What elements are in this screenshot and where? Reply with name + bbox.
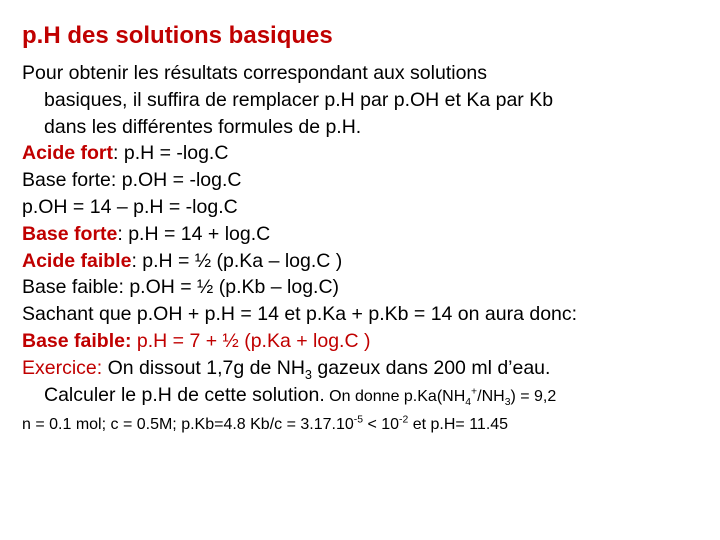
intro-line-1: Pour obtenir les résultats correspondant aux solutions	[22, 62, 488, 84]
answer-line	[22, 412, 702, 439]
base-forte-label: Base forte	[22, 222, 118, 245]
donne-a: On donne p.Ka(NH	[324, 387, 466, 405]
intro-line-2: basiques, il suffira de remplacer p.H par p.OH et Ka par Kb	[44, 88, 554, 111]
answer-part-a: n = 0.1 mol; c = 0.5M; p.Kb=4.8 Kb/c = 3.17.10	[22, 416, 354, 434]
answer-exp-2: -2	[399, 415, 409, 427]
exercice-label: Exercice:	[22, 356, 103, 379]
base-faible-line	[22, 328, 702, 355]
donne-c: ) = 9,2	[510, 387, 557, 405]
donne-sub-4: 4	[465, 396, 472, 408]
answer-part-b: < 10	[363, 416, 400, 434]
acide-fort-line	[22, 140, 702, 167]
acide-fort-label: Acide fort	[22, 142, 114, 165]
poh-relation-line: p.OH = 14 – p.H = -log.C	[22, 195, 238, 218]
answer-exp-1: -5	[353, 415, 364, 427]
exercice-text-a: On dissout 1,7g de NH	[102, 356, 305, 379]
slide-title: p.H des solutions basiques	[22, 22, 333, 49]
exercice-line-2	[22, 382, 702, 411]
intro-line-3: dans les différentes formules de p.H.	[44, 115, 362, 138]
base-faible-label: Base faible:	[22, 329, 132, 352]
base-forte-formula: : p.H = 14 + log.C	[117, 222, 271, 245]
acide-fort-formula: : p.H = -log.C	[113, 142, 229, 165]
acide-faible-line	[22, 248, 702, 275]
base-forte-line	[22, 221, 702, 248]
donne-sup-plus: +	[471, 386, 478, 398]
exercice-text-b: gazeux dans 200 ml d’eau.	[311, 356, 551, 379]
donne-b: /NH	[477, 387, 505, 405]
base-faible-formula: p.H = 7 + ½ (p.Ka + log.C )	[131, 329, 371, 352]
base-forte-poh-line: Base forte: p.OH = -log.C	[22, 169, 242, 192]
answer-part-c: et p.H= 11.45	[408, 416, 509, 434]
acide-faible-formula: : p.H = ½ (p.Ka – log.C )	[131, 249, 343, 272]
exercice-line-1	[22, 355, 702, 382]
exercice-question: Calculer le p.H de cette solution.	[44, 383, 325, 406]
acide-faible-label: Acide faible	[22, 249, 132, 272]
exercice-donne	[324, 386, 557, 408]
donne-sub-3: 3	[504, 396, 511, 408]
exercice-sub-3: 3	[304, 367, 312, 382]
sachant-line: Sachant que p.OH + p.H = 14 et p.Ka + p.Kb = 14 on aura donc:	[22, 303, 578, 326]
base-faible-poh-line: Base faible: p.OH = ½ (p.Kb – log.C)	[22, 276, 340, 299]
slide-body	[22, 60, 702, 439]
